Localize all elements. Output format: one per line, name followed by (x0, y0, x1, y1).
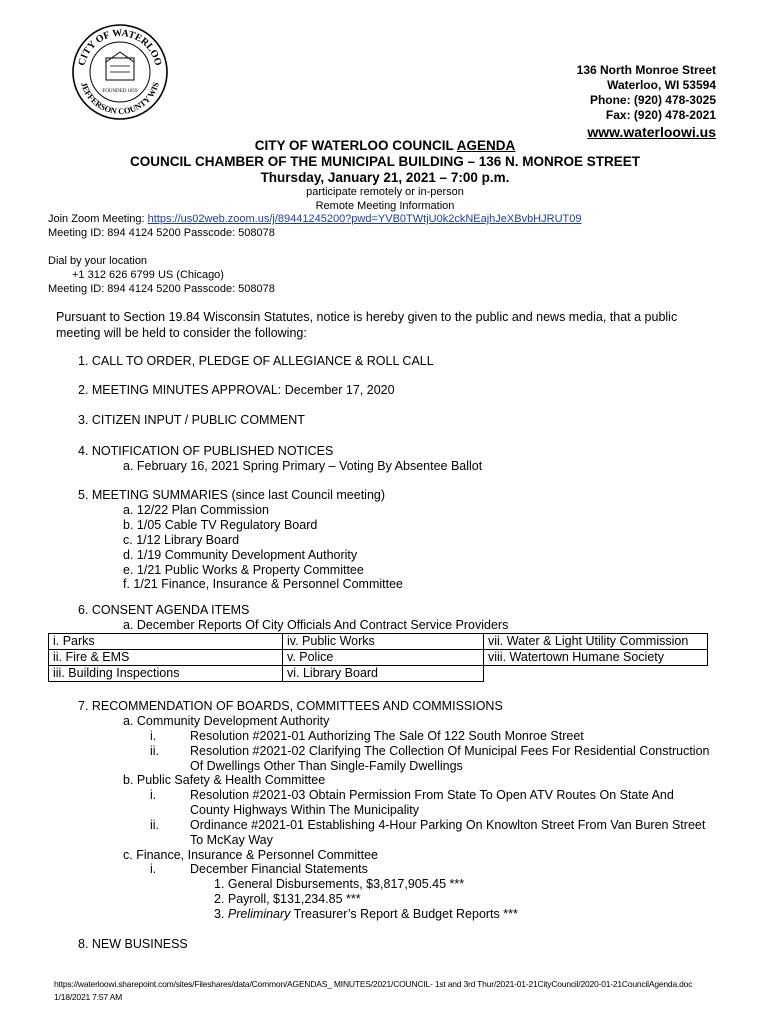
address-fax: Fax: (920) 478-2021 (605, 108, 716, 122)
agenda-item-7b-ii-line2: To McKay Way (190, 833, 273, 847)
meeting-id-2: Meeting ID: 894 4124 5200 Passcode: 508078 (48, 283, 275, 295)
zoom-label: Join Zoom Meeting: (48, 213, 148, 225)
dial-number: +1 312 626 6799 US (Chicago) (72, 269, 224, 281)
footer-date: 1/18/2021 7:57 AM (54, 992, 122, 1002)
agenda-item-5d: d. 1/19 Community Development Authority (123, 548, 358, 562)
agenda-item-7b-i-line1: Resolution #2021-03 Obtain Permission From State To Open ATV Routes On State And (190, 788, 674, 802)
agenda-item-4: 4. NOTIFICATION OF PUBLISHED NOTICES (78, 444, 334, 458)
item-3-rest: Treasurer’s Report & Budget Reports *** (290, 907, 518, 921)
agenda-item-7c-i: December Financial Statements (190, 862, 368, 876)
agenda-item-7a: a. Community Development Authority (123, 714, 330, 728)
participate-note: participate remotely or in-person (306, 186, 464, 198)
agenda-item-7c-i-num: i. (150, 862, 157, 876)
meeting-id-1: Meeting ID: 894 4124 5200 Passcode: 508078 (48, 227, 275, 239)
table-cell: vii. Water & Light Utility Commission (484, 634, 708, 650)
table-row (49, 650, 708, 666)
item-3-emphasis: Preliminary (227, 907, 291, 921)
address-phone: Phone: (920) 478-3025 (589, 93, 716, 107)
footer-file-path: https://waterloowi.sharepoint.com/sites/Fileshares/data/Common/AGENDAS_ MINUTES/2021/COUNCIL- 1st and 3rd Thur/2021-01-21CityCouncil/2020-01-21CouncilAgenda.doc (54, 979, 693, 989)
city-seal (70, 22, 170, 122)
address-block (577, 63, 716, 141)
website-link[interactable]: www.waterloowi.us (587, 124, 716, 140)
agenda-item-4a: a. February 16, 2021 Spring Primary – Voting By Absentee Ballot (123, 459, 483, 473)
table-cell: i. Parks (49, 634, 283, 650)
agenda-item-5a: a. 12/22 Plan Commission (123, 503, 269, 517)
table-cell: viii. Watertown Humane Society (484, 650, 708, 666)
meeting-date: Thursday, January 21, 2021 – 7:00 p.m. (260, 170, 510, 185)
seal-text-bottom: JEFFERSON COUNTY WIS (79, 80, 161, 117)
title-agenda-word: AGENDA (456, 138, 516, 153)
consent-reports-table (48, 633, 708, 682)
table-cell: vi. Library Board (283, 666, 484, 682)
agenda-item-7b: b. Public Safety & Health Committee (123, 773, 326, 787)
agenda-item-7b-ii-line1: Ordinance #2021-01 Establishing 4-Hour Parking On Knowlton Street From Van Buren Street (190, 818, 706, 832)
agenda-item-7b-ii-num: ii. (150, 818, 160, 832)
seal-founded: FOUNDED 1859 (102, 89, 138, 94)
agenda-item-8: 8. NEW BUSINESS (78, 937, 188, 951)
zoom-link[interactable]: https://us02web.zoom.us/j/89441245200?pwd=YVB0TWtjU0k2ckNEajhJeXBvbHJRUT09 (147, 213, 582, 225)
title-prefix: CITY OF WATERLOO COUNCIL (254, 138, 457, 153)
agenda-item-7: 7. RECOMMENDATION OF BOARDS, COMMITTEES AND COMMISSIONS (78, 699, 503, 713)
agenda-title (0, 138, 770, 154)
agenda-item-5: 5. MEETING SUMMARIES (since last Council meeting) (78, 488, 386, 502)
seal-text-top: CITY OF WATERLOO (76, 27, 164, 67)
agenda-item-7a-i: Resolution #2021-01 Authorizing The Sale Of 122 South Monroe Street (190, 729, 584, 743)
table-row (49, 634, 708, 650)
agenda-item-7a-ii-num: ii. (150, 744, 160, 758)
item-3-number: 3. (214, 907, 228, 921)
table-cell: iii. Building Inspections (49, 666, 283, 682)
agenda-item-7a-ii-line1: Resolution #2021-02 Clarifying The Collection Of Municipal Fees For Residential Construction (190, 744, 710, 758)
meeting-location: COUNCIL CHAMBER OF THE MUNICIPAL BUILDING – 136 N. MONROE STREET (129, 154, 641, 169)
agenda-item-5f: f. 1/21 Finance, Insurance & Personnel Committee (123, 577, 404, 591)
remote-meeting-info (48, 212, 581, 296)
agenda-item-7c: c. Finance, Insurance & Personnel Committee (123, 848, 378, 862)
address-city: Waterloo, WI 53594 (607, 78, 716, 92)
agenda-item-7a-ii-line2: Of Dwellings Other Than Single-Family Dwellings (190, 759, 463, 773)
agenda-item-7b-i-num: i. (150, 788, 157, 802)
agenda-item-7c-i-3 (214, 907, 518, 922)
agenda-item-6: 6. CONSENT AGENDA ITEMS (78, 603, 250, 617)
agenda-item-6a: a. December Reports Of City Officials And Contract Service Providers (123, 618, 509, 632)
remote-info-heading: Remote Meeting Information (315, 200, 455, 212)
agenda-item-5e: e. 1/21 Public Works & Property Committee (123, 563, 364, 577)
table-row (49, 666, 708, 682)
svg-text:CITY OF WATERLOO (77, 28, 164, 67)
document-footer (54, 978, 692, 1004)
agenda-item-5b: b. 1/05 Cable TV Regulatory Board (123, 518, 318, 532)
svg-text:JEFFERSON COUNTY WIS (79, 81, 161, 116)
table-cell: v. Police (283, 650, 484, 666)
address-street: 136 North Monroe Street (576, 63, 716, 77)
agenda-item-1: 1. CALL TO ORDER, PLEDGE OF ALLEGIANCE & ROLL CALL (78, 354, 434, 368)
agenda-item-2: 2. MEETING MINUTES APPROVAL: December 17, 2020 (78, 383, 395, 397)
dial-label: Dial by your location (48, 255, 148, 267)
agenda-item-7b-i-line2: County Highways Within The Municipality (190, 803, 420, 817)
agenda-item-7c-i-2: 2. Payroll, $131,234.85 *** (214, 892, 361, 906)
table-cell-empty (484, 666, 708, 682)
agenda-item-7c-i-1: 1. General Disbursements, $3,817,905.45 *** (214, 877, 465, 891)
agenda-item-5c: c. 1/12 Library Board (123, 533, 240, 547)
agenda-item-7a-i-num: i. (150, 729, 157, 743)
notice-paragraph: Pursuant to Section 19.84 Wisconsin Statutes, notice is hereby given to the public and news media, that a public meeting will be held to consider the following: (56, 310, 678, 340)
table-cell: ii. Fire & EMS (49, 650, 283, 666)
table-cell: iv. Public Works (283, 634, 484, 650)
agenda-item-3: 3. CITIZEN INPUT / PUBLIC COMMENT (78, 413, 305, 427)
